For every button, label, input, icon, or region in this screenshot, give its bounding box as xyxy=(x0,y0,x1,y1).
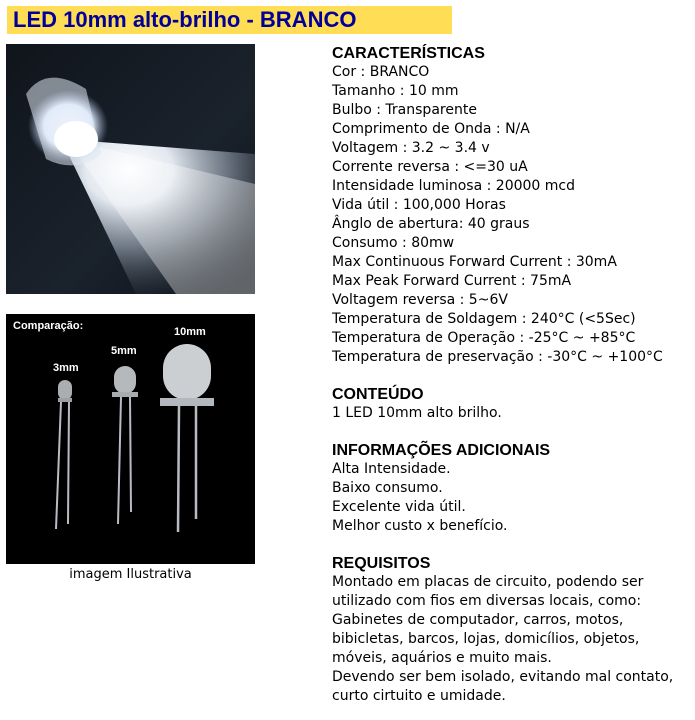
contents-heading: CONTEÚDO xyxy=(332,386,424,403)
product-info xyxy=(332,45,692,706)
characteristics-line: Temperatura de Soldagem : 240°C (<5Sec) xyxy=(332,311,636,327)
requirements-line: Gabinetes de computador, carros, motos, xyxy=(332,612,624,628)
characteristics-heading: CARACTERÍSTICAS xyxy=(332,45,485,62)
additional-info-list xyxy=(332,460,692,536)
page-title: LED 10mm alto-brilho - BRANCO xyxy=(7,6,452,34)
led-comparison-photo xyxy=(6,314,255,564)
size-label-10mm: 10mm xyxy=(174,326,206,338)
requirements-line: utilizado com fios em diversas locais, como: xyxy=(332,593,642,609)
characteristics-line: Voltagem reversa : 5~6V xyxy=(332,292,508,308)
contents-line: 1 LED 10mm alto brilho. xyxy=(332,405,502,421)
characteristics-line: Tamanho : 10 mm xyxy=(332,83,459,99)
characteristics-line: Comprimento de Onda : N/A xyxy=(332,121,530,137)
characteristics-line: Max Peak Forward Current : 75mA xyxy=(332,273,572,289)
requirements-line: Montado em placas de circuito, podendo ser xyxy=(332,574,644,590)
characteristics-list xyxy=(332,63,692,367)
additional-line: Baixo consumo. xyxy=(332,480,443,496)
characteristics-line: Temperatura de Operação : -25°C ~ +85°C xyxy=(332,330,636,346)
size-label-3mm: 3mm xyxy=(53,362,79,374)
additional-line: Melhor custo x benefício. xyxy=(332,518,508,534)
image-caption: imagem Ilustrativa xyxy=(69,567,192,582)
led-glow-photo xyxy=(6,44,255,294)
requirements-line: bibicletas, barcos, lojas, domicílios, objetos, xyxy=(332,631,640,647)
characteristics-line: Corrente reversa : <=30 uA xyxy=(332,159,528,175)
additional-info-heading: INFORMAÇÕES ADICIONAIS xyxy=(332,442,551,459)
comparison-label: Comparação: xyxy=(13,320,84,332)
characteristics-line: Max Continuous Forward Current : 30mA xyxy=(332,254,617,270)
requirements-list xyxy=(332,573,692,706)
additional-line: Alta Intensidade. xyxy=(332,461,451,477)
additional-line: Excelente vida útil. xyxy=(332,499,466,515)
contents-list xyxy=(332,404,692,423)
characteristics-line: Cor : BRANCO xyxy=(332,64,430,80)
characteristics-line: Vida útil : 100,000 Horas xyxy=(332,197,506,213)
characteristics-line: Voltagem : 3.2 ~ 3.4 v xyxy=(332,140,490,156)
requirements-line: Devendo ser bem isolado, evitando mal contato, xyxy=(332,669,674,685)
characteristics-line: Bulbo : Transparente xyxy=(332,102,477,118)
size-label-5mm: 5mm xyxy=(111,345,137,357)
characteristics-line: Consumo : 80mw xyxy=(332,235,455,251)
requirements-heading: REQUISITOS xyxy=(332,555,431,572)
characteristics-line: Temperatura de preservação : -30°C ~ +100°C xyxy=(332,349,663,365)
characteristics-line: Intensidade luminosa : 20000 mcd xyxy=(332,178,576,194)
characteristics-line: Ângl​o de abertura: 40 graus xyxy=(332,216,530,232)
requirements-line: móveis, aquários e muito mais. xyxy=(332,650,552,666)
requirements-line: curto cirtuito e umidade. xyxy=(332,688,506,704)
